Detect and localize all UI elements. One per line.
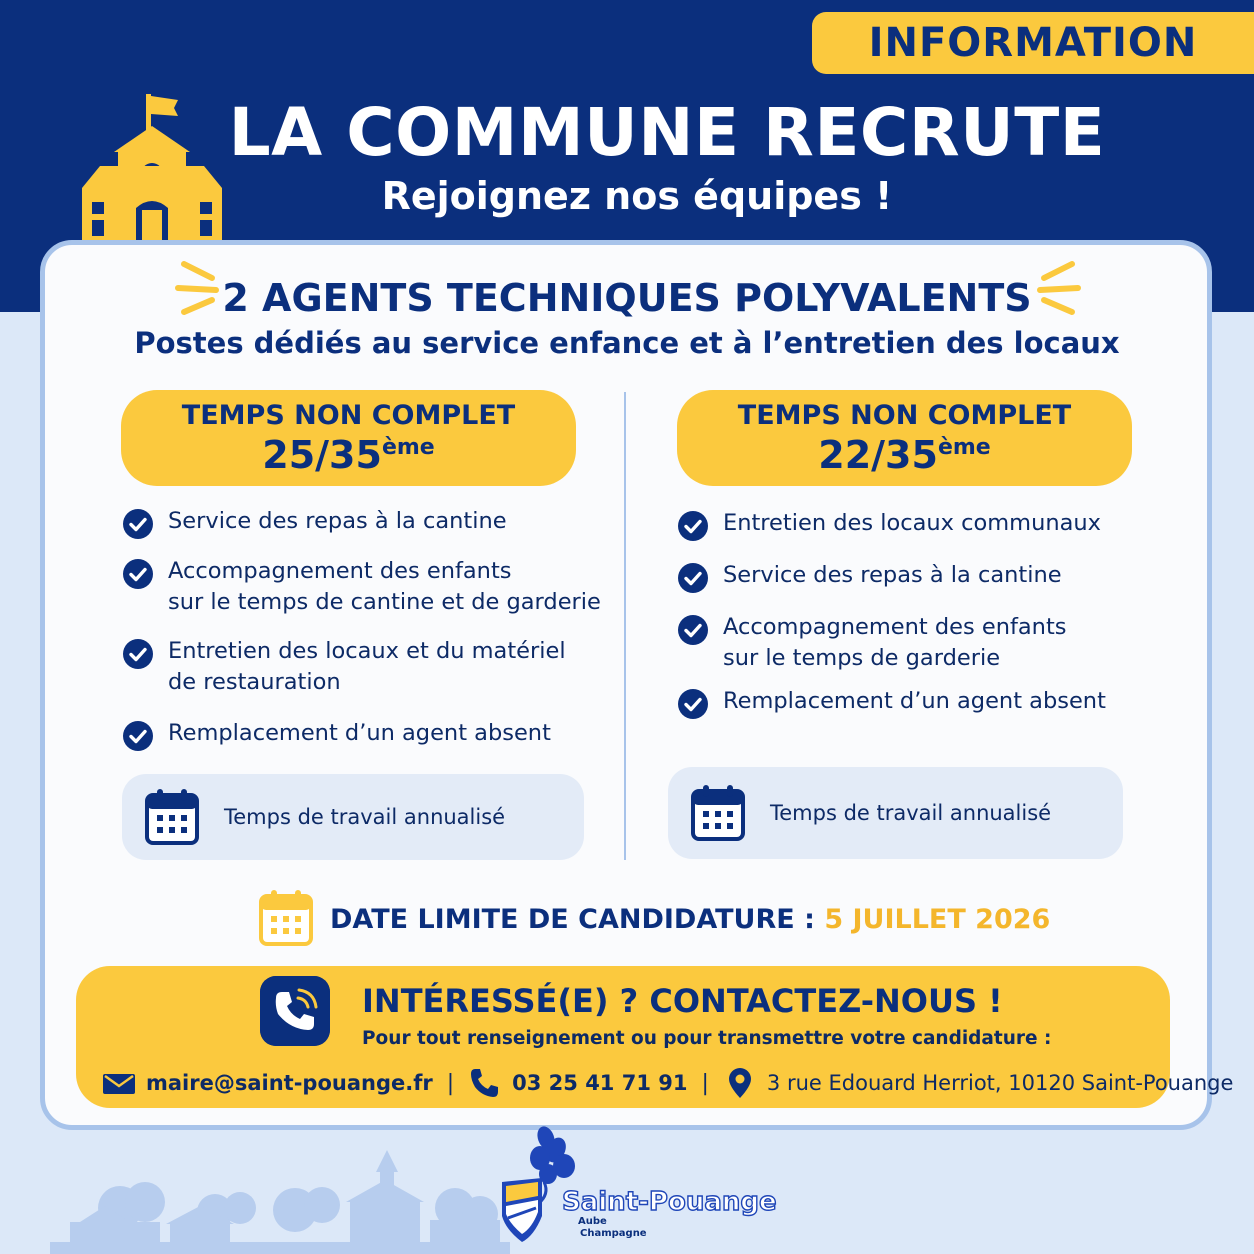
subtitle: Rejoignez nos équipes ! [381,174,893,218]
check-circle-icon [122,720,154,752]
check-circle-icon [677,688,709,720]
right-hours: 22/35ème [818,433,991,477]
left-annualized-label: Temps de travail annualisé [224,805,506,829]
right-task-item: Entretien des locaux communaux [677,508,1177,542]
contact-subtitle: Pour tout renseignement ou pour transmettre votre candidature : [362,1028,1052,1049]
saint-pouange-logo [498,1124,777,1248]
separator: | [446,1070,455,1096]
right-time-badge [677,390,1132,486]
contact-details [102,1066,1233,1100]
deadline-text [330,904,1050,935]
left-task-item: Accompagnement des enfants sur le temps de cantine et de garderie [122,556,602,618]
check-circle-icon [677,562,709,594]
check-circle-icon [677,614,709,646]
right-task-item: Service des repas à la cantine [677,560,1177,594]
main-title: LA COMMUNE RECRUTE [228,94,1106,171]
right-task-item: Accompagnement des enfants sur le temps de garderie [677,612,1177,674]
right-annualized-label: Temps de travail annualisé [770,801,1052,825]
logo-line1: Aube [578,1216,607,1227]
logo-name: Saint-Pouange [562,1187,777,1217]
phone-ringing-icon [260,976,330,1046]
check-circle-icon [122,558,154,590]
check-circle-icon [122,638,154,670]
map-pin-icon [723,1066,757,1100]
right-task-item: Remplacement d’un agent absent [677,686,1177,720]
contact-title: INTÉRESSÉ(E) ? CONTACTEZ-NOUS ! [362,982,1003,1020]
phone-icon [468,1066,502,1100]
envelope-icon [102,1066,136,1100]
deadline-label: DATE LIMITE DE CANDIDATURE : [330,904,815,935]
calendar-icon [690,783,746,843]
left-task-item: Service des repas à la cantine [122,506,602,540]
information-badge: INFORMATION [812,12,1254,74]
calendar-icon [144,787,200,847]
contact-phone-link[interactable]: 03 25 41 71 91 [512,1071,688,1095]
village-skyline-decoration [50,1150,510,1254]
left-hours: 25/35ème [262,433,435,477]
posts-title: 2 AGENTS TECHNIQUES POLYVALENTS [222,276,1032,320]
logo-line2: Champagne [580,1228,647,1239]
calendar-icon [258,888,314,948]
right-time-label: TEMPS NON COMPLET [737,400,1072,431]
left-time-badge [121,390,576,486]
posts-subtitle: Postes dédiés au service enfance et à l’entretien des locaux [134,326,1120,360]
right-annualized-box [668,767,1123,859]
column-divider [624,392,626,860]
check-circle-icon [122,508,154,540]
left-task-item: Entretien des locaux et du matériel de restauration [122,636,602,698]
left-annualized-box [122,774,584,860]
contact-address: 3 rue Edouard Herriot, 10120 Saint-Pouange [766,1071,1234,1095]
deadline-date: 5 JUILLET 2026 [824,904,1051,935]
contact-email-link[interactable]: maire@saint-pouange.fr [146,1071,433,1095]
left-time-label: TEMPS NON COMPLET [181,400,516,431]
separator: | [701,1070,709,1096]
check-circle-icon [677,510,709,542]
left-task-item: Remplacement d’un agent absent [122,718,602,752]
